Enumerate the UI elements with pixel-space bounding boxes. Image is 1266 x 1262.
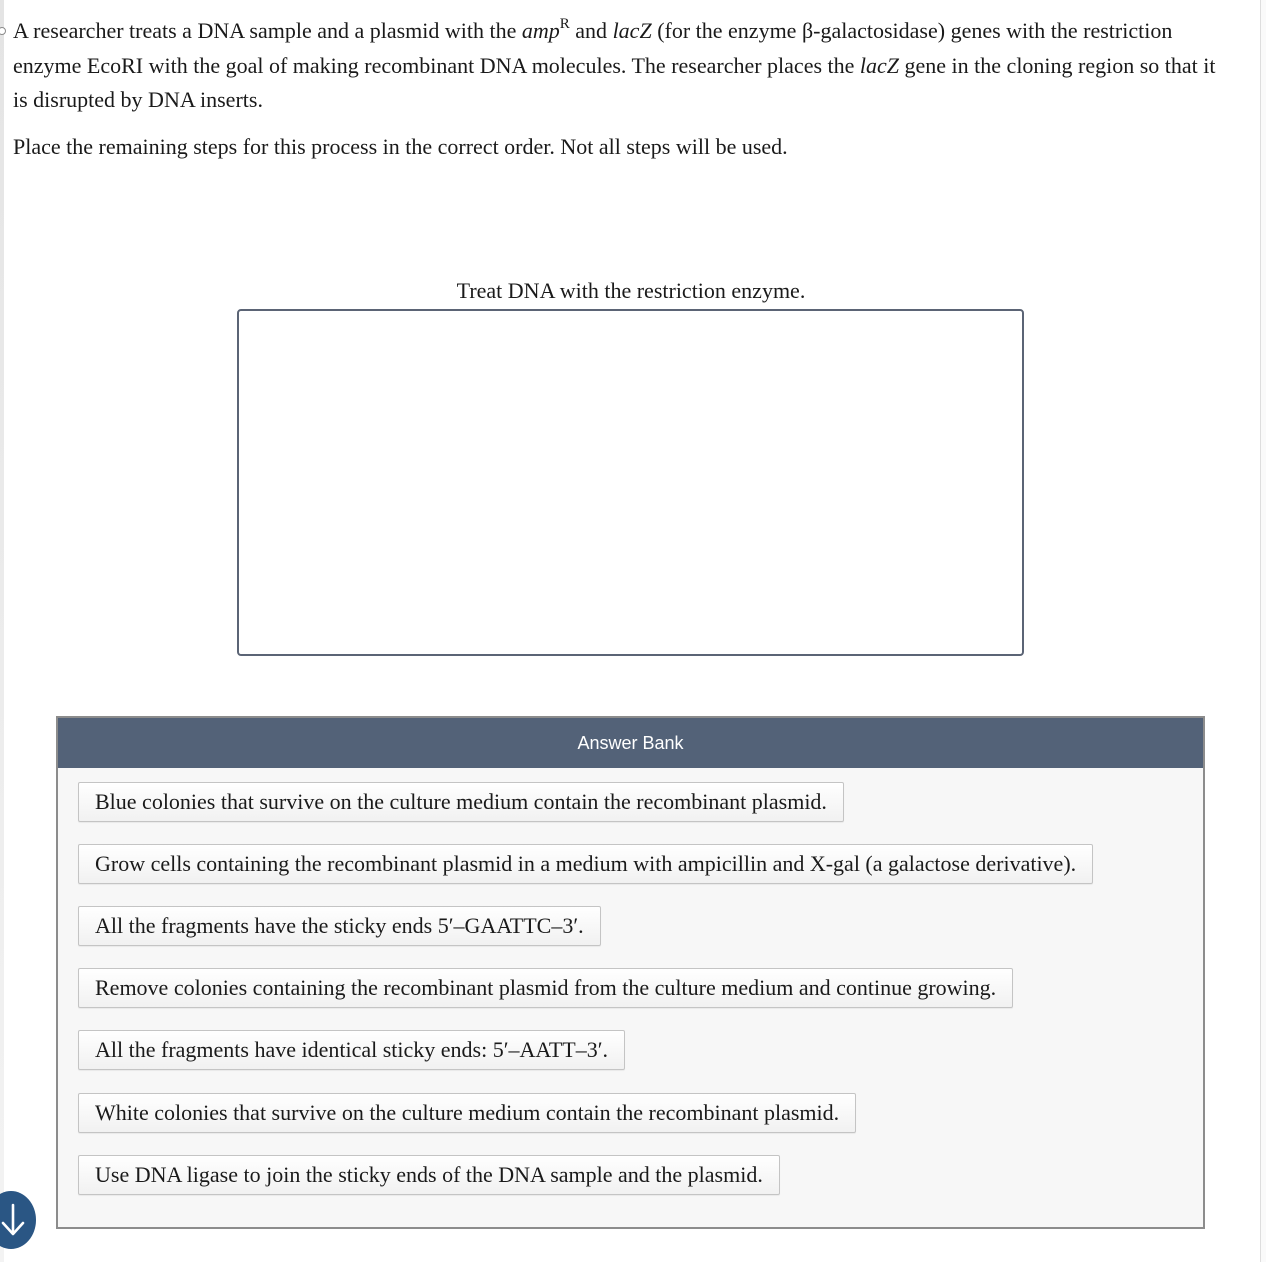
answer-bank-title: Answer Bank [58,718,1203,768]
answer-item-sticky-ends-gaattc[interactable]: All the fragments have the sticky ends 5′–GAATTC–3′. [78,906,601,946]
question-instruction: Place the remaining steps for this process in the correct order. Not all steps will be used. [13,133,788,159]
answer-item-remove-colonies[interactable]: Remove colonies containing the recombinant plasmid from the culture medium and continue growing. [78,968,1013,1008]
answer-item-dna-ligase[interactable]: Use DNA ligase to join the sticky ends of the DNA sample and the plasmid. [78,1155,780,1195]
left-scroll-rail [0,0,4,1262]
ordering-drop-zone[interactable] [237,309,1024,656]
intro-text: A researcher treats a DNA sample and a plasmid with the [13,18,522,43]
gene-amp-name: amp [521,18,560,43]
first-step-label: Treat DNA with the restriction enzyme. [456,278,806,303]
intro-text: gene in the cloning region so that it is disrupted by DNA inserts. [13,52,1216,112]
intro-text: (for the enzyme β-galactosidase) genes with the restriction enzyme EcoRI with the goal of making recombinant DNA molecules. The researcher places the [13,18,1173,78]
right-scroll-rail[interactable] [1260,0,1266,1262]
scroll-down-button[interactable] [0,1191,36,1249]
gene-lacz-name: lacZ [612,18,652,43]
intro-text: and [569,18,613,43]
answer-item-white-colonies[interactable]: White colonies that survive on the culture medium contain the recombinant plasmid. [78,1093,856,1133]
question-intro [13,14,1228,118]
question-text [13,14,1228,164]
answer-item-sticky-ends-aatt[interactable]: All the fragments have identical sticky ends: 5′–AATT–3′. [78,1030,625,1070]
answer-item-grow-cells[interactable]: Grow cells containing the recombinant plasmid in a medium with ampicillin and X-gal (a galactose derivative). [78,844,1093,884]
arrow-down-icon [0,1203,26,1237]
answer-bank [56,716,1205,1229]
gene-lacz-name: lacZ [859,52,900,78]
answer-item-blue-colonies[interactable]: Blue colonies that survive on the culture medium contain the recombinant plasmid. [78,782,844,822]
question-bullet-icon [0,27,6,35]
gene-amp-superscript: R [559,16,570,32]
